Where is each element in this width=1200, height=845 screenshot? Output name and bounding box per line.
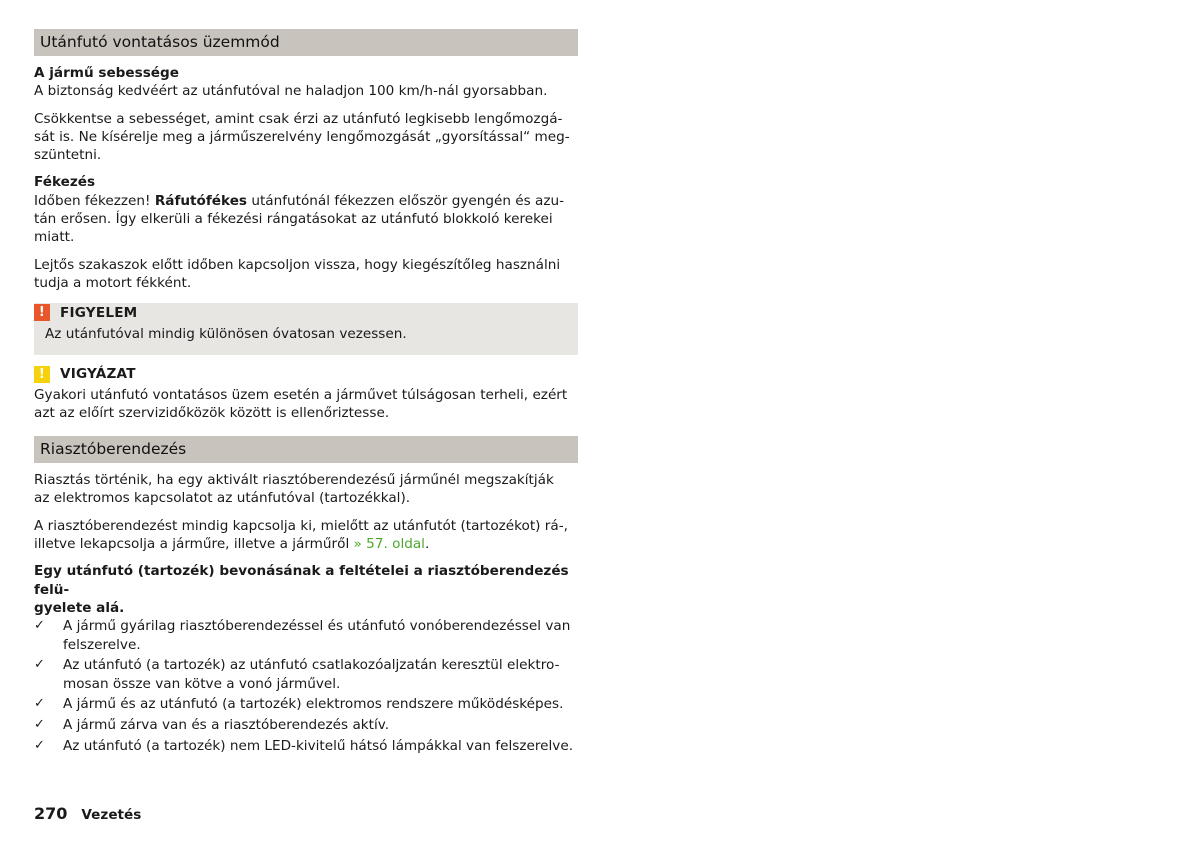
text-line: Egy utánfutó (tartozék) bevonásának a feltételei a riasztóberendezés felü- <box>34 563 569 598</box>
page-number: 270 <box>34 804 68 823</box>
text-line: azt az előírt szervizidőközök között is ellenőriztesse. <box>34 404 390 421</box>
text-line: Csökkentse a sebességet, amint csak érzi az utánfutó legkisebb lengőmozgá- <box>34 110 563 127</box>
content-column <box>34 29 578 758</box>
text-line: gyelete alá. <box>34 599 125 616</box>
conditions-heading <box>34 562 578 617</box>
warning-header <box>34 303 578 322</box>
page-reference-link[interactable]: » 57. oldal <box>353 536 425 553</box>
alarm-paragraph-1 <box>34 471 578 508</box>
text-segment: utánfutónál fékezzen először gyengén és azu- <box>247 192 565 209</box>
warning-title: FIGYELEM <box>60 304 138 321</box>
conditions-list <box>34 617 578 755</box>
list-item <box>34 617 578 654</box>
checkmark-icon: ✓ <box>34 657 45 673</box>
speed-paragraph-1: A biztonság kedvéért az utánfutóval ne haladjon 100 km/h-nál gyorsabban. <box>34 83 548 100</box>
text-line: Lejtős szakaszok előtt időben kapcsoljon vissza, hogy kiegészítőleg használni <box>34 256 561 273</box>
section-title-alarm: Riasztóberendezés <box>34 436 578 463</box>
caution-box <box>34 365 578 423</box>
speed-paragraph-2 <box>34 110 578 165</box>
caution-exclamation-icon: ! <box>34 366 50 383</box>
list-item <box>34 737 578 755</box>
section-title-trailer-mode: Utánfutó vontatásos üzemmód <box>34 29 578 56</box>
list-item <box>34 716 578 734</box>
warning-exclamation-icon: ! <box>34 304 50 321</box>
text-line: A jármű gyárilag riasztóberendezéssel és utánfutó vonóberendezéssel van <box>63 618 571 635</box>
page-footer <box>34 804 141 823</box>
text-line: Gyakori utánfutó vontatásos üzem esetén a járművet túlságosan terheli, ezért <box>34 386 568 403</box>
text-line: tudja a motort fékként. <box>34 274 192 291</box>
heading-braking: Fékezés <box>34 174 96 191</box>
brake-paragraph-2 <box>34 256 578 293</box>
text-line: tán erősen. Így elkerüli a fékezési rángatásokat az utánfutó blokkoló kerekei <box>34 211 553 228</box>
text-segment: illetve lekapcsolja a járműre, illetve a járműről <box>34 536 354 553</box>
text-line: sát is. Ne kísérelje meg a járműszerelvény lengőmozgását „gyorsítással“ meg- <box>34 128 570 145</box>
list-item <box>34 656 578 693</box>
list-item <box>34 695 578 713</box>
text-line: Az utánfutó (a tartozék) az utánfutó csatlakozóaljzatán keresztül elektro- <box>63 657 560 674</box>
text-line: A jármű és az utánfutó (a tartozék) elektromos rendszere működésképes. <box>63 696 564 713</box>
caution-title: VIGYÁZAT <box>60 366 136 383</box>
warning-text: Az utánfutóval mindig különösen óvatosan vezessen. <box>45 326 407 343</box>
text-line: A jármű zárva van és a riasztóberendezés aktív. <box>63 717 390 734</box>
text-segment: Időben fékezzen! <box>34 192 155 209</box>
text-line: mosan össze van kötve a vonó járművel. <box>63 675 341 692</box>
text-line: A riasztóberendezést mindig kapcsolja ki, mielőtt az utánfutót (tartozékot) rá-, <box>34 517 568 534</box>
text-line: szüntetni. <box>34 147 102 164</box>
text-line: miatt. <box>34 229 75 246</box>
alarm-paragraph-2 <box>34 517 578 554</box>
checkmark-icon: ✓ <box>34 696 45 712</box>
checkmark-icon: ✓ <box>34 618 45 634</box>
text-line: az elektromos kapcsolatot az utánfutóval (tartozékkal). <box>34 490 411 507</box>
checkmark-icon: ✓ <box>34 738 45 754</box>
caution-text <box>34 386 578 423</box>
text-line: Az utánfutó (a tartozék) nem LED-kivitelű hátsó lámpákkal van felszerelve. <box>63 738 574 755</box>
caution-header <box>34 365 578 384</box>
warning-box <box>34 303 578 354</box>
text-segment: . <box>424 536 430 553</box>
brake-paragraph-1 <box>34 192 578 247</box>
footer-section-name: Vezetés <box>81 807 142 823</box>
heading-vehicle-speed: A jármű sebessége <box>34 65 179 81</box>
checkmark-icon: ✓ <box>34 717 45 733</box>
text-line: felszerelve. <box>63 636 141 653</box>
bold-term-overrun-brake: Ráfutófékes <box>154 192 248 209</box>
text-line: Riasztás történik, ha egy aktivált riasztóberendezésű járműnél megszakítják <box>34 472 554 489</box>
